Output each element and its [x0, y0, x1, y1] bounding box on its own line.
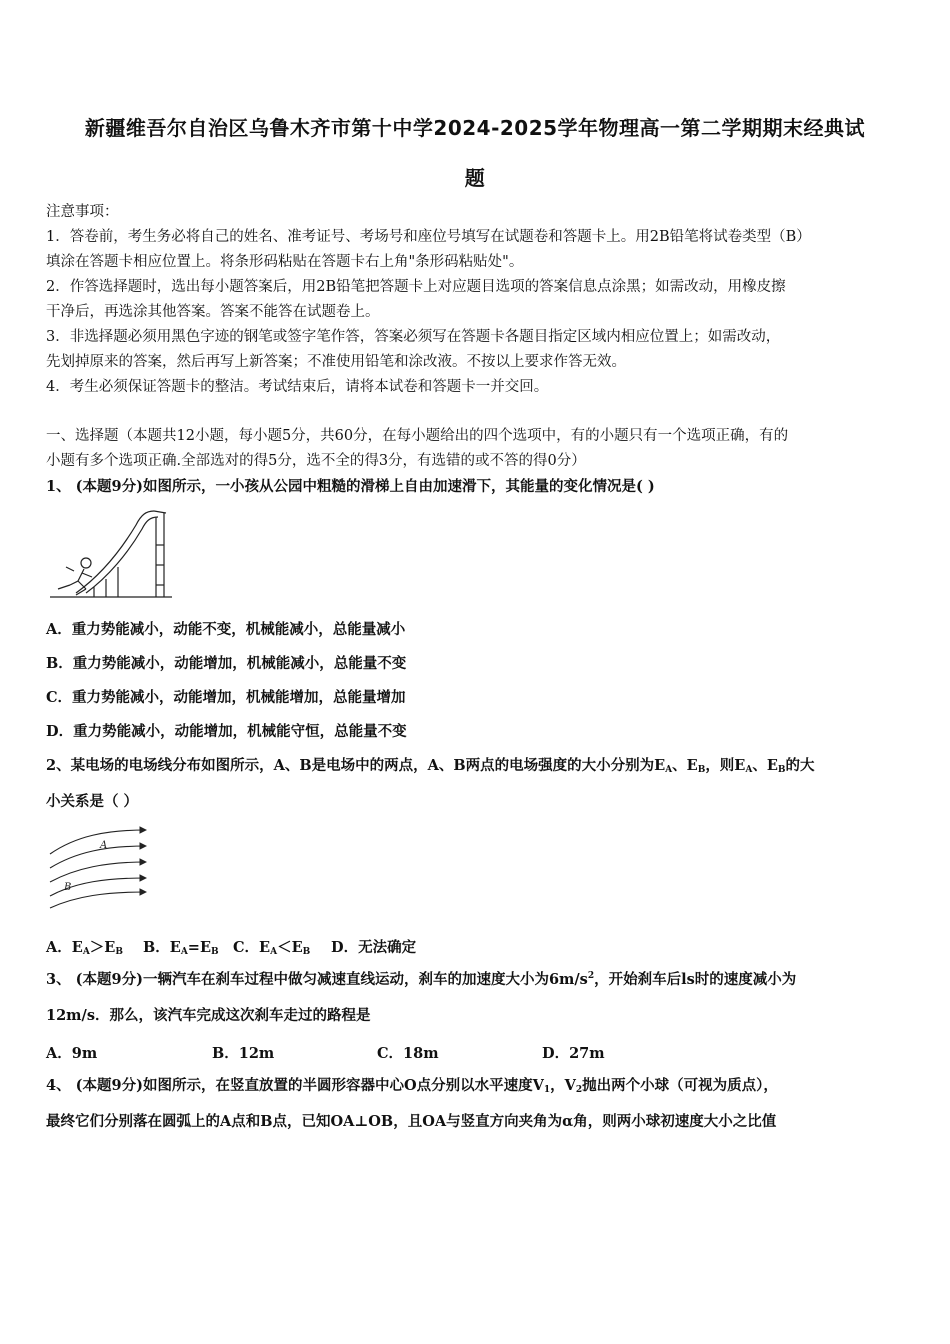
question-1-option-d[interactable]: D．重力势能减小，动能增加，机械能守恒，总能量不变 [46, 723, 407, 740]
question-3-option-a[interactable]: A．9m [46, 1045, 98, 1062]
electric-field-figure [46, 822, 156, 910]
notice-line: 1．答卷前，考生务必将自己的姓名、准考证号、考场号和座位号填写在试题卷和答题卡上。用2B铅笔将试卷类型（B） [46, 229, 811, 245]
notice-line: 先划掉原来的答案，然后再写上新答案；不准使用铅笔和涂改液。不按以上要求作答无效。 [46, 354, 626, 370]
question-4-stem: 4、 (本题9分)如图所示，在竖直放置的半圆形容器中心O点分别以水平速度$V_1$，$V_2$抛出两个小球（可视为质点）， [46, 1077, 778, 1095]
section-heading: 一、选择题（本题共12小题，每小题5分，共60分，在每小题给出的四个选项中，有的小题只有一个选项正确，有的 [46, 428, 789, 444]
question-2-option-a[interactable]: A．$E_A>E_B$ [46, 939, 123, 957]
slide-figure [46, 505, 176, 601]
point-b-label: B [64, 882, 72, 893]
question-2-option-b[interactable]: B．$E_A=E_B$ [143, 939, 219, 957]
exam-title-continued: 题 [464, 166, 486, 190]
question-3-option-b[interactable]: B．12m [212, 1045, 275, 1062]
question-3-option-c[interactable]: C．18m [377, 1045, 439, 1062]
question-4-stem-continued: 最终它们分别落在圆弧上的A点和B点，已知OA⊥OB，且OA与竖直方向夹角为α角，则两小球初速度大小之比值 [46, 1113, 777, 1130]
point-a-label: A [100, 840, 108, 851]
question-2-stem-continued: 小关系是（ ） [46, 793, 139, 810]
question-2-option-c[interactable]: C．$E_A<E_B$ [233, 939, 311, 957]
notice-line: 3．非选择题必须用黑色字迹的钢笔或签字笔作答，答案必须写在答题卡各题目指定区域内相应位置上；如需改动， [46, 329, 781, 345]
question-3-option-d[interactable]: D．27m [542, 1045, 605, 1062]
notice-line: 2．作答选择题时，选出每小题答案后，用2B铅笔把答题卡上对应题目选项的答案信息点涂黑；如需改动，用橡皮擦 [46, 279, 786, 295]
notice-line: 4．考生必须保证答题卡的整洁。考试结束后，请将本试卷和答题卡一并交回。 [46, 379, 549, 395]
notice-line: 填涂在答题卡相应位置上。将条形码粘贴在答题卡右上角"条形码粘贴处"。 [46, 254, 524, 270]
exam-title: 新疆维吾尔自治区乌鲁木齐市第十中学2024-2025学年物理高一第二学期期末经典试 [84, 116, 866, 140]
question-2-option-d[interactable]: D．无法确定 [331, 939, 417, 956]
question-1-option-a[interactable]: A．重力势能减小，动能不变，机械能减小，总能量减小 [46, 621, 406, 638]
question-1-option-c[interactable]: C．重力势能减小，动能增加，机械能增加，总能量增加 [46, 689, 406, 706]
question-2-stem: 2、某电场的电场线分布如图所示，A、B是电场中的两点，A、B两点的电场强度的大小分别为$E_A$、$E_B$，则$E_A$、$E_B$的大 [46, 757, 815, 775]
section-heading-continued: 小题有多个选项正确.全部选对的得5分，选不全的得3分，有选错的或不答的得0分） [46, 453, 586, 469]
question-3-stem: 3、 (本题9分)一辆汽车在刹车过程中做匀减速直线运动，刹车的加速度大小为$6m/s^2$，开始刹车后ls时的速度减小为 [46, 971, 797, 988]
question-1-option-b[interactable]: B．重力势能减小，动能增加，机械能减小，总能量不变 [46, 655, 407, 672]
question-1-stem: 1、 (本题9分)如图所示，一小孩从公园中粗糙的滑梯上自由加速滑下，其能量的变化情况是( ) [46, 478, 655, 495]
notice-line: 干净后，再选涂其他答案。答案不能答在试题卷上。 [46, 304, 380, 320]
question-3-stem-continued: 12m/s．那么，该汽车完成这次刹车走过的路程是 [46, 1007, 371, 1024]
notice-heading: 注意事项： [46, 204, 119, 220]
